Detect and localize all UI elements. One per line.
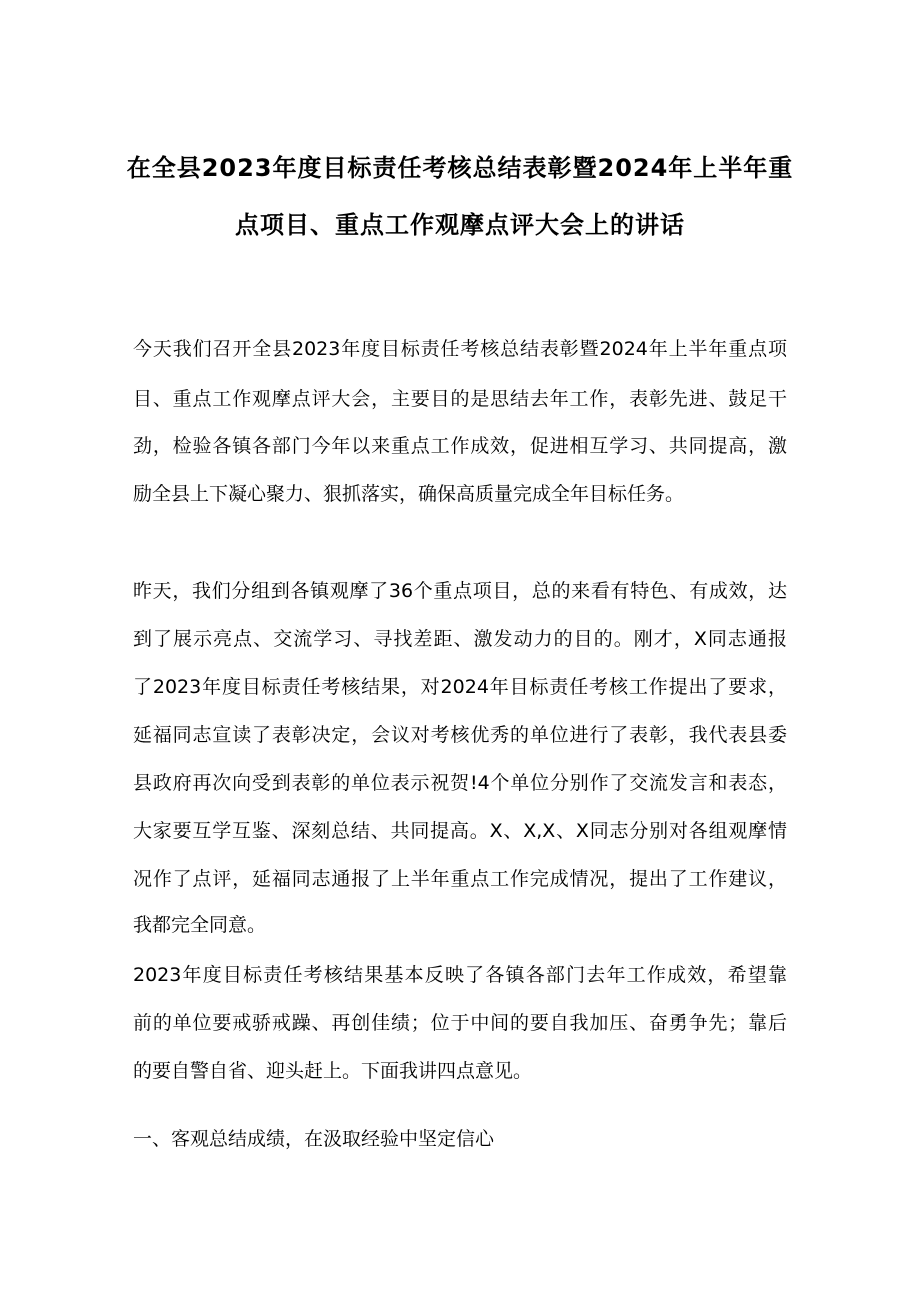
paragraph-line: 目、重点工作观摩点评大会，主要目的是思结去年工作，表彰先进、鼓足干 [133, 388, 787, 410]
paragraph-line: 今天我们召开全县2023年度目标责任考核总结表彰暨2024年上半年重点项 [133, 338, 787, 360]
paragraph-line: 况作了点评，延福同志通报了上半年重点工作完成情况，提出了工作建议， [133, 868, 787, 890]
paragraph-line: 县政府再次向受到表彰的单位表示祝贺!4个单位分别作了交流发言和表态， [133, 772, 787, 794]
paragraph-line: 劲，检验各镇各部门今年以来重点工作成效，促进相互学习、共同提高，激 [133, 435, 787, 457]
paragraph-line: 到了展示亮点、交流学习、寻找差距、激发动力的目的。刚才，X同志通报 [133, 628, 787, 650]
paragraph-line: 我都完全同意。 [133, 914, 267, 936]
paragraph-line: 2023年度目标责任考核结果基本反映了各镇各部门去年工作成效，希望靠 [133, 964, 787, 986]
paragraph-line: 的要自警自省、迎头赶上。下面我讲四点意见。 [133, 1060, 533, 1082]
paragraph-line: 前的单位要戒骄戒躁、再创佳绩；位于中间的要自我加压、奋勇争先；靠后 [133, 1012, 787, 1034]
paragraph-line: 大家要互学互鉴、深刻总结、共同提高。X、X,X、X同志分别对各组观摩情 [133, 820, 787, 842]
paragraph-line: 励全县上下凝心聚力、狠抓落实，确保高质量完成全年目标任务。 [133, 483, 685, 505]
paragraph-line: 昨天，我们分组到各镇观摩了36个重点项目，总的来看有特色、有成效，达 [133, 580, 787, 602]
paragraph-line: 了2023年度目标责任考核结果，对2024年目标责任考核工作提出了要求， [133, 676, 787, 698]
section-heading: 一、客观总结成绩，在汲取经验中坚定信心 [133, 1128, 495, 1150]
paragraph-line: 延福同志宣读了表彰决定，会议对考核优秀的单位进行了表彰，我代表县委 [133, 724, 787, 746]
document-title-line-1: 在全县2023年度目标责任考核总结表彰暨2024年上半年重 [126, 154, 794, 182]
document-title-line-2: 点项目、重点工作观摩点评大会上的讲话 [235, 211, 685, 239]
